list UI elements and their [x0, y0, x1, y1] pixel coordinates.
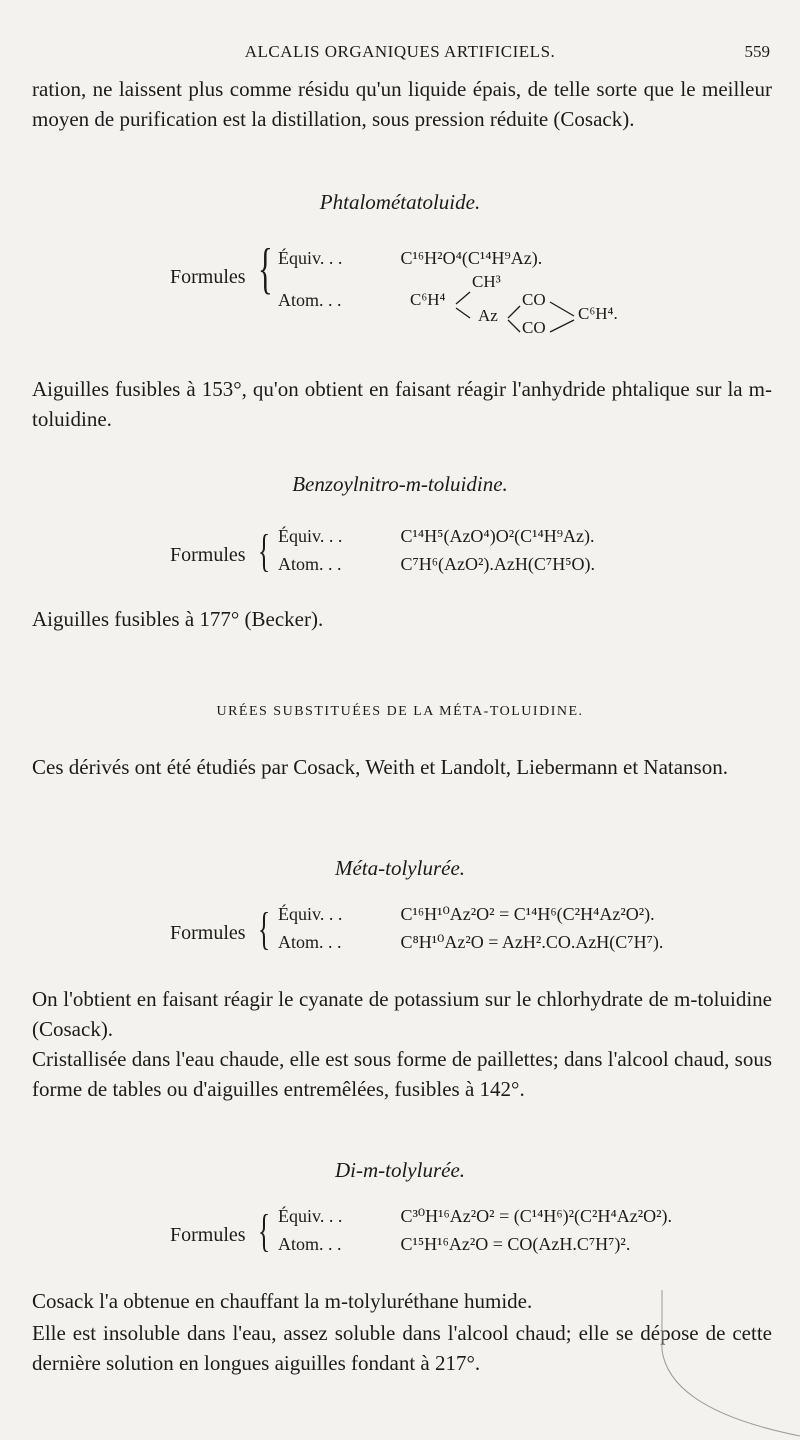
formula-atom-value: C⁸H¹⁰Az²O = AzH².CO.AzH(C⁷H⁷).	[400, 932, 664, 952]
formula-equiv-row	[278, 248, 542, 269]
struct-c6h4: C⁶H⁴	[410, 290, 446, 309]
fold-line	[662, 1290, 800, 1436]
formula-atom-key: Atom. . .	[278, 290, 342, 310]
formula-block-di-tolyluree	[170, 1202, 770, 1282]
formula-block-benzoylnitro	[170, 522, 770, 602]
formula-equiv-row	[278, 526, 595, 547]
bond-co-bottom-left	[508, 320, 520, 332]
brace-icon: {	[258, 1205, 271, 1256]
di-tolyluree-text-2: Elle est insoluble dans l'eau, assez soluble dans l'alcool chaud; elle se dépose de cette dernière solution en longues aiguilles fondant à 217°.	[32, 1321, 772, 1375]
phtalometatoluide-text: Aiguilles fusibles à 153°, qu'on obtient en faisant réagir l'anhydride phtalique sur la m-toluidine.	[32, 377, 772, 431]
section-title-meta-tolyluree: Méta-tolylurée.	[334, 856, 466, 880]
bond-az	[456, 308, 470, 318]
intro-paragraph: ration, ne laissent plus comme résidu qu'un liquide épais, de telle sorte que le meilleur moyen de purification est la distillation, sous pression réduite (Cosack).	[32, 77, 772, 131]
bond-co-top-left	[508, 306, 520, 318]
formula-atom-value: C⁷H⁶(AzO²).AzH(C⁷H⁵O).	[400, 554, 595, 574]
formula-equiv-row	[278, 1206, 672, 1227]
formula-atom-key: Atom. . .	[278, 554, 342, 574]
section-title-phtalometatoluide: Phtalométatoluide.	[319, 190, 481, 214]
page-fold-mark	[660, 1290, 800, 1440]
formula-equiv-value: C¹⁴H⁵(AzO⁴)O²(C¹⁴H⁹Az).	[400, 526, 595, 546]
formula-equiv-value: C³⁰H¹⁶Az²O² = (C¹⁴H⁶)²(C²H⁴Az²O²).	[400, 1206, 673, 1226]
page-number: 559	[744, 42, 770, 61]
meta-tolyluree-text-1: On l'obtient en faisant réagir le cyanate de potassium sur le chlorhydrate de m-toluidine (Cosack).	[32, 987, 772, 1041]
formula-atom-value: C¹⁵H¹⁶Az²O = CO(AzH.C⁷H⁷)².	[400, 1234, 631, 1254]
struct-co-bottom: CO	[522, 318, 546, 337]
section-heading-urees: URÉES SUBSTITUÉES DE LA MÉTA-TOLUIDINE.	[216, 704, 584, 719]
section-title-di-tolyluree: Di-m-tolylurée.	[334, 1158, 466, 1182]
formula-label: Formules	[170, 266, 246, 288]
formula-atom-row	[278, 1234, 630, 1255]
formula-atom-row	[278, 290, 396, 311]
formula-label: Formules	[170, 922, 246, 944]
running-head	[0, 40, 800, 66]
formula-atom-key: Atom. . .	[278, 1234, 342, 1254]
formula-equiv-row	[278, 904, 655, 925]
formula-equiv-value: C¹⁶H²O⁴(C¹⁴H⁹Az).	[400, 248, 543, 268]
running-head-title: ALCALIS ORGANIQUES ARTIFICIELS.	[244, 42, 556, 61]
formula-atom-row	[278, 932, 663, 953]
formula-equiv-key: Équiv. . .	[278, 1206, 343, 1226]
formula-atom-key: Atom. . .	[278, 932, 342, 952]
formula-label: Formules	[170, 544, 246, 566]
bond-co-bottom-right	[550, 320, 574, 332]
formula-equiv-value: C¹⁶H¹⁰Az²O² = C¹⁴H⁶(C²H⁴Az²O²).	[400, 904, 655, 924]
formula-equiv-key: Équiv. . .	[278, 904, 343, 924]
section-title-benzoylnitro: Benzoylnitro-m-toluidine.	[292, 472, 508, 496]
formula-block-meta-tolyluree	[170, 900, 770, 980]
formula-equiv-key: Équiv. . .	[278, 526, 343, 546]
struct-bonds	[450, 278, 590, 338]
di-tolyluree-text-1: Cosack l'a obtenue en chauffant la m-tolyluréthane humide.	[32, 1289, 533, 1313]
formula-label: Formules	[170, 1224, 246, 1246]
struct-az: Az	[478, 306, 498, 325]
brace-icon: {	[258, 238, 273, 300]
formula-block-phtalometatoluide	[170, 238, 770, 338]
brace-icon: {	[258, 525, 271, 576]
bond-co-top-right	[550, 302, 574, 316]
struct-co-top: CO	[522, 290, 546, 309]
meta-tolyluree-text-2: Cristallisée dans l'eau chaude, elle est sous forme de paillettes; dans l'alcool chaud, sous forme de tables ou d'aiguilles entremêlées, fusibles à 142°.	[32, 1047, 772, 1101]
bond-ch3	[456, 292, 470, 304]
formula-equiv-key: Équiv. . .	[278, 248, 343, 268]
formula-atom-row	[278, 554, 595, 575]
benzoylnitro-text: Aiguilles fusibles à 177° (Becker).	[32, 607, 324, 631]
urees-text: Ces dérivés ont été étudiés par Cosack, Weith et Landolt, Liebermann et Natanson.	[32, 755, 728, 779]
struct-c6h4-end: C⁶H⁴.	[578, 304, 618, 323]
brace-icon: {	[258, 903, 271, 954]
struct-ch3: CH³	[472, 272, 501, 291]
